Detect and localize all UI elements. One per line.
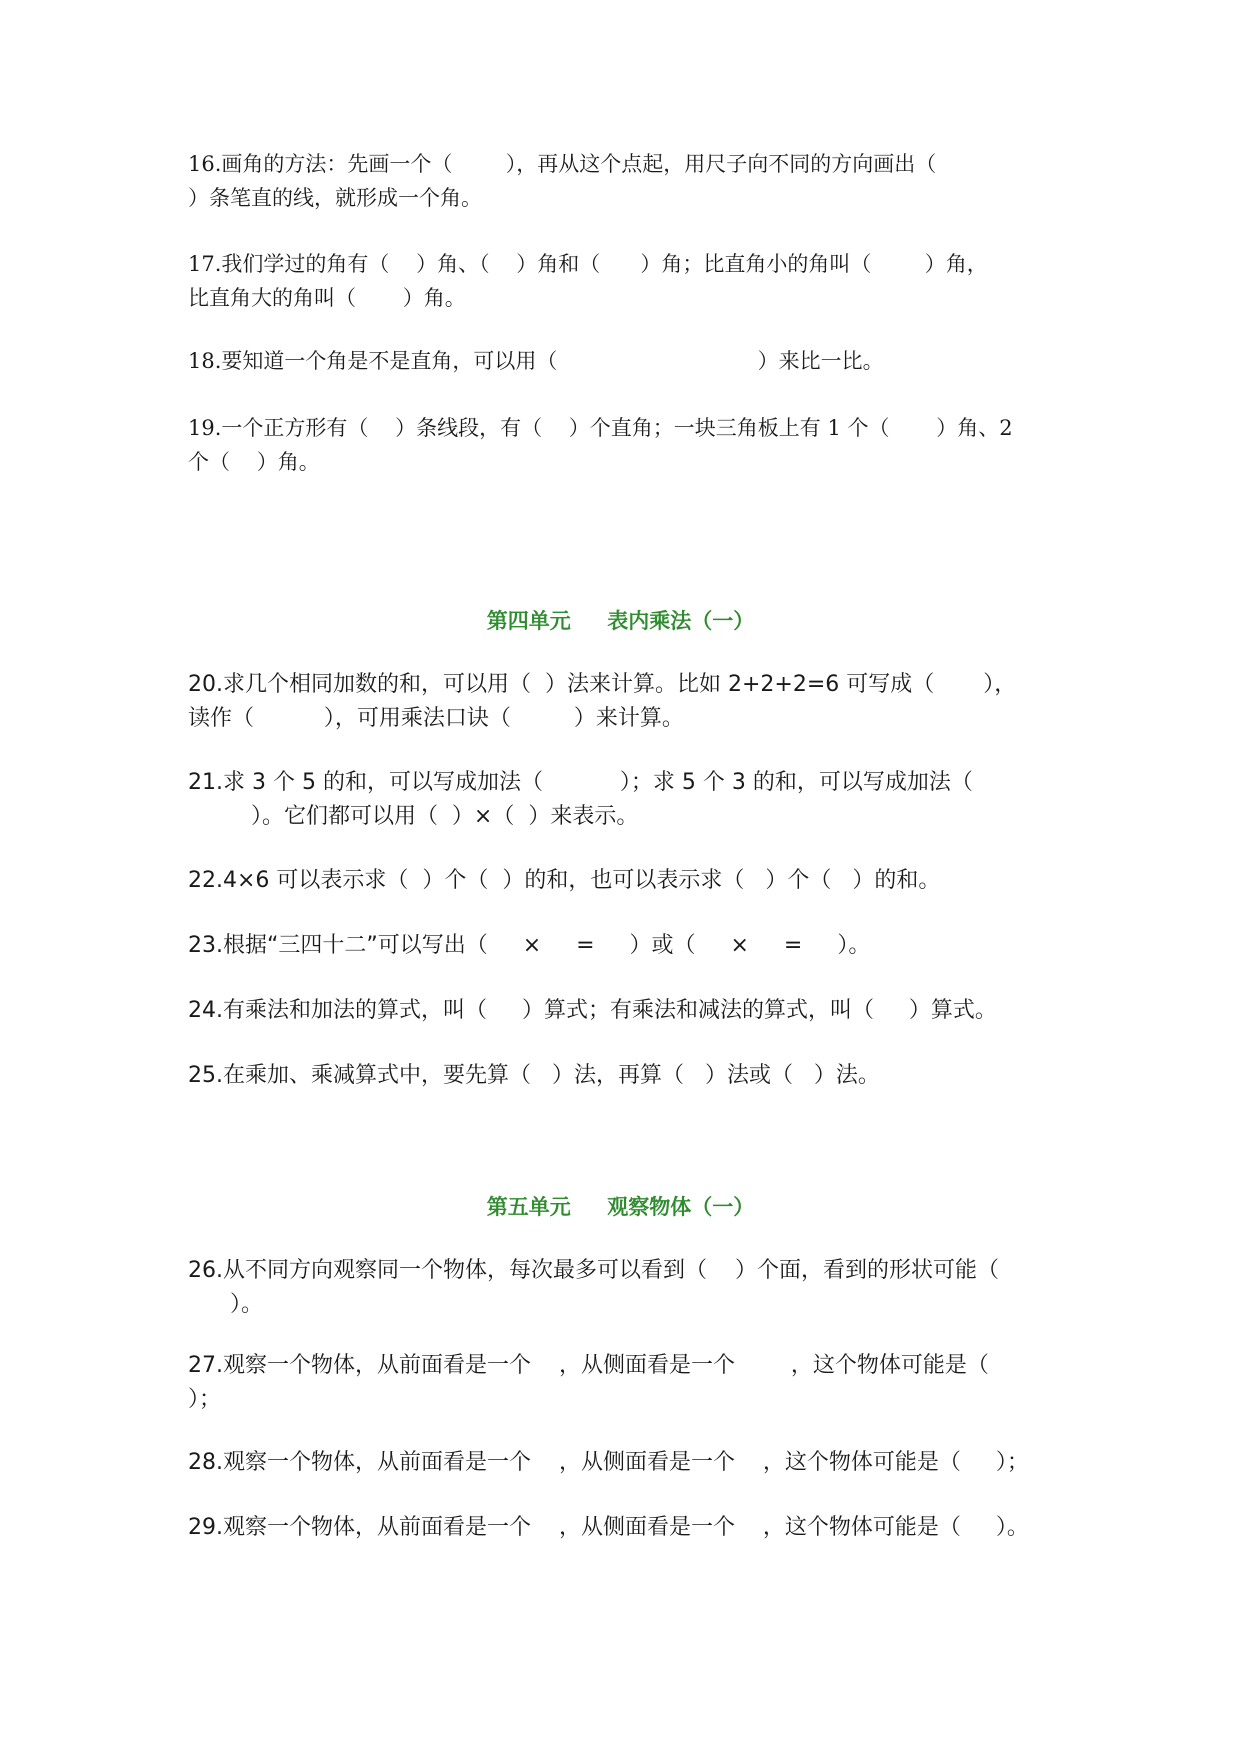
question-20-line-2: 读作（ ），可用乘法口诀（ ）来计算。 [188, 706, 684, 731]
question-27-line-2: ）； [188, 1387, 222, 1412]
question-18 [188, 344, 1068, 378]
question-19 [188, 411, 1068, 479]
question-28 [188, 1446, 1068, 1480]
question-19-line-1: 19.一个正方形有（ ）条线段，有（ ）个直角；一块三角板上有 1 个（ ）角、2 [188, 416, 1013, 440]
question-20-line-1: 20.求几个相同加数的和，可以用（ ）法来计算。比如 2+2+2=6 可写成（ ）， [188, 672, 1017, 697]
question-16 [188, 147, 1068, 215]
unit-5-heading: 第五单元 观察物体（一） [486, 1195, 755, 1219]
question-27-line-1: 27.观察一个物体，从前面看是一个 ，从侧面看是一个 ，这个物体可能是（ [188, 1353, 989, 1378]
question-21-line-2: ）。它们都可以用（ ）×（ ）来表示。 [188, 804, 639, 829]
question-17-line-1: 17.我们学过的角有（ ）角、（ ）角和（ ）角；比直角小的角叫（ ）角， [188, 252, 988, 276]
question-29-line-1: 29.观察一个物体，从前面看是一个 ，从侧面看是一个 ，这个物体可能是（ ）。 [188, 1515, 1029, 1540]
question-26-line-1: 26.从不同方向观察同一个物体，每次最多可以看到（ ）个面，看到的形状可能（ [188, 1258, 999, 1283]
question-24-line-1: 24.有乘法和加法的算式，叫（ ）算式；有乘法和减法的算式，叫（ ）算式。 [188, 998, 997, 1023]
question-28-line-1: 28.观察一个物体，从前面看是一个 ，从侧面看是一个 ，这个物体可能是（ ）； [188, 1450, 1029, 1475]
question-24 [188, 994, 1068, 1028]
question-16-line-2: ）条笔直的线，就形成一个角。 [188, 186, 482, 210]
question-19-line-2: 个（ ）角。 [188, 450, 320, 474]
question-21-line-1: 21.求 3 个 5 的和，可以写成加法（ ）；求 5 个 3 的和，可以写成加法（ [188, 770, 973, 795]
question-25 [188, 1059, 1068, 1093]
question-23 [188, 929, 1068, 963]
question-20 [188, 668, 1068, 736]
question-17 [188, 247, 1068, 315]
question-22 [188, 864, 1068, 898]
unit-4-heading: 第四单元 表内乘法（一） [486, 609, 755, 633]
question-22-line-1: 22.4×6 可以表示求（ ）个（ ）的和，也可以表示求（ ）个（ ）的和。 [188, 868, 941, 893]
question-21 [188, 766, 1068, 834]
question-17-line-2: 比直角大的角叫（ ）角。 [188, 286, 466, 310]
question-26 [188, 1254, 1068, 1322]
question-26-line-2: ）。 [188, 1292, 263, 1317]
question-18-line-1: 18.要知道一个角是不是直角，可以用（ ）来比一比。 [188, 349, 884, 373]
question-16-line-1: 16.画角的方法：先画一个（ ），再从这个点起，用尺子向不同的方向画出（ [188, 152, 937, 176]
question-25-line-1: 25.在乘加、乘减算式中，要先算（ ）法，再算（ ）法或（ ）法。 [188, 1063, 880, 1088]
question-27 [188, 1349, 1068, 1417]
question-23-line-1: 23.根据“三四十二”可以写出（ × = ）或（ × = ）。 [188, 933, 871, 958]
question-29 [188, 1511, 1068, 1545]
